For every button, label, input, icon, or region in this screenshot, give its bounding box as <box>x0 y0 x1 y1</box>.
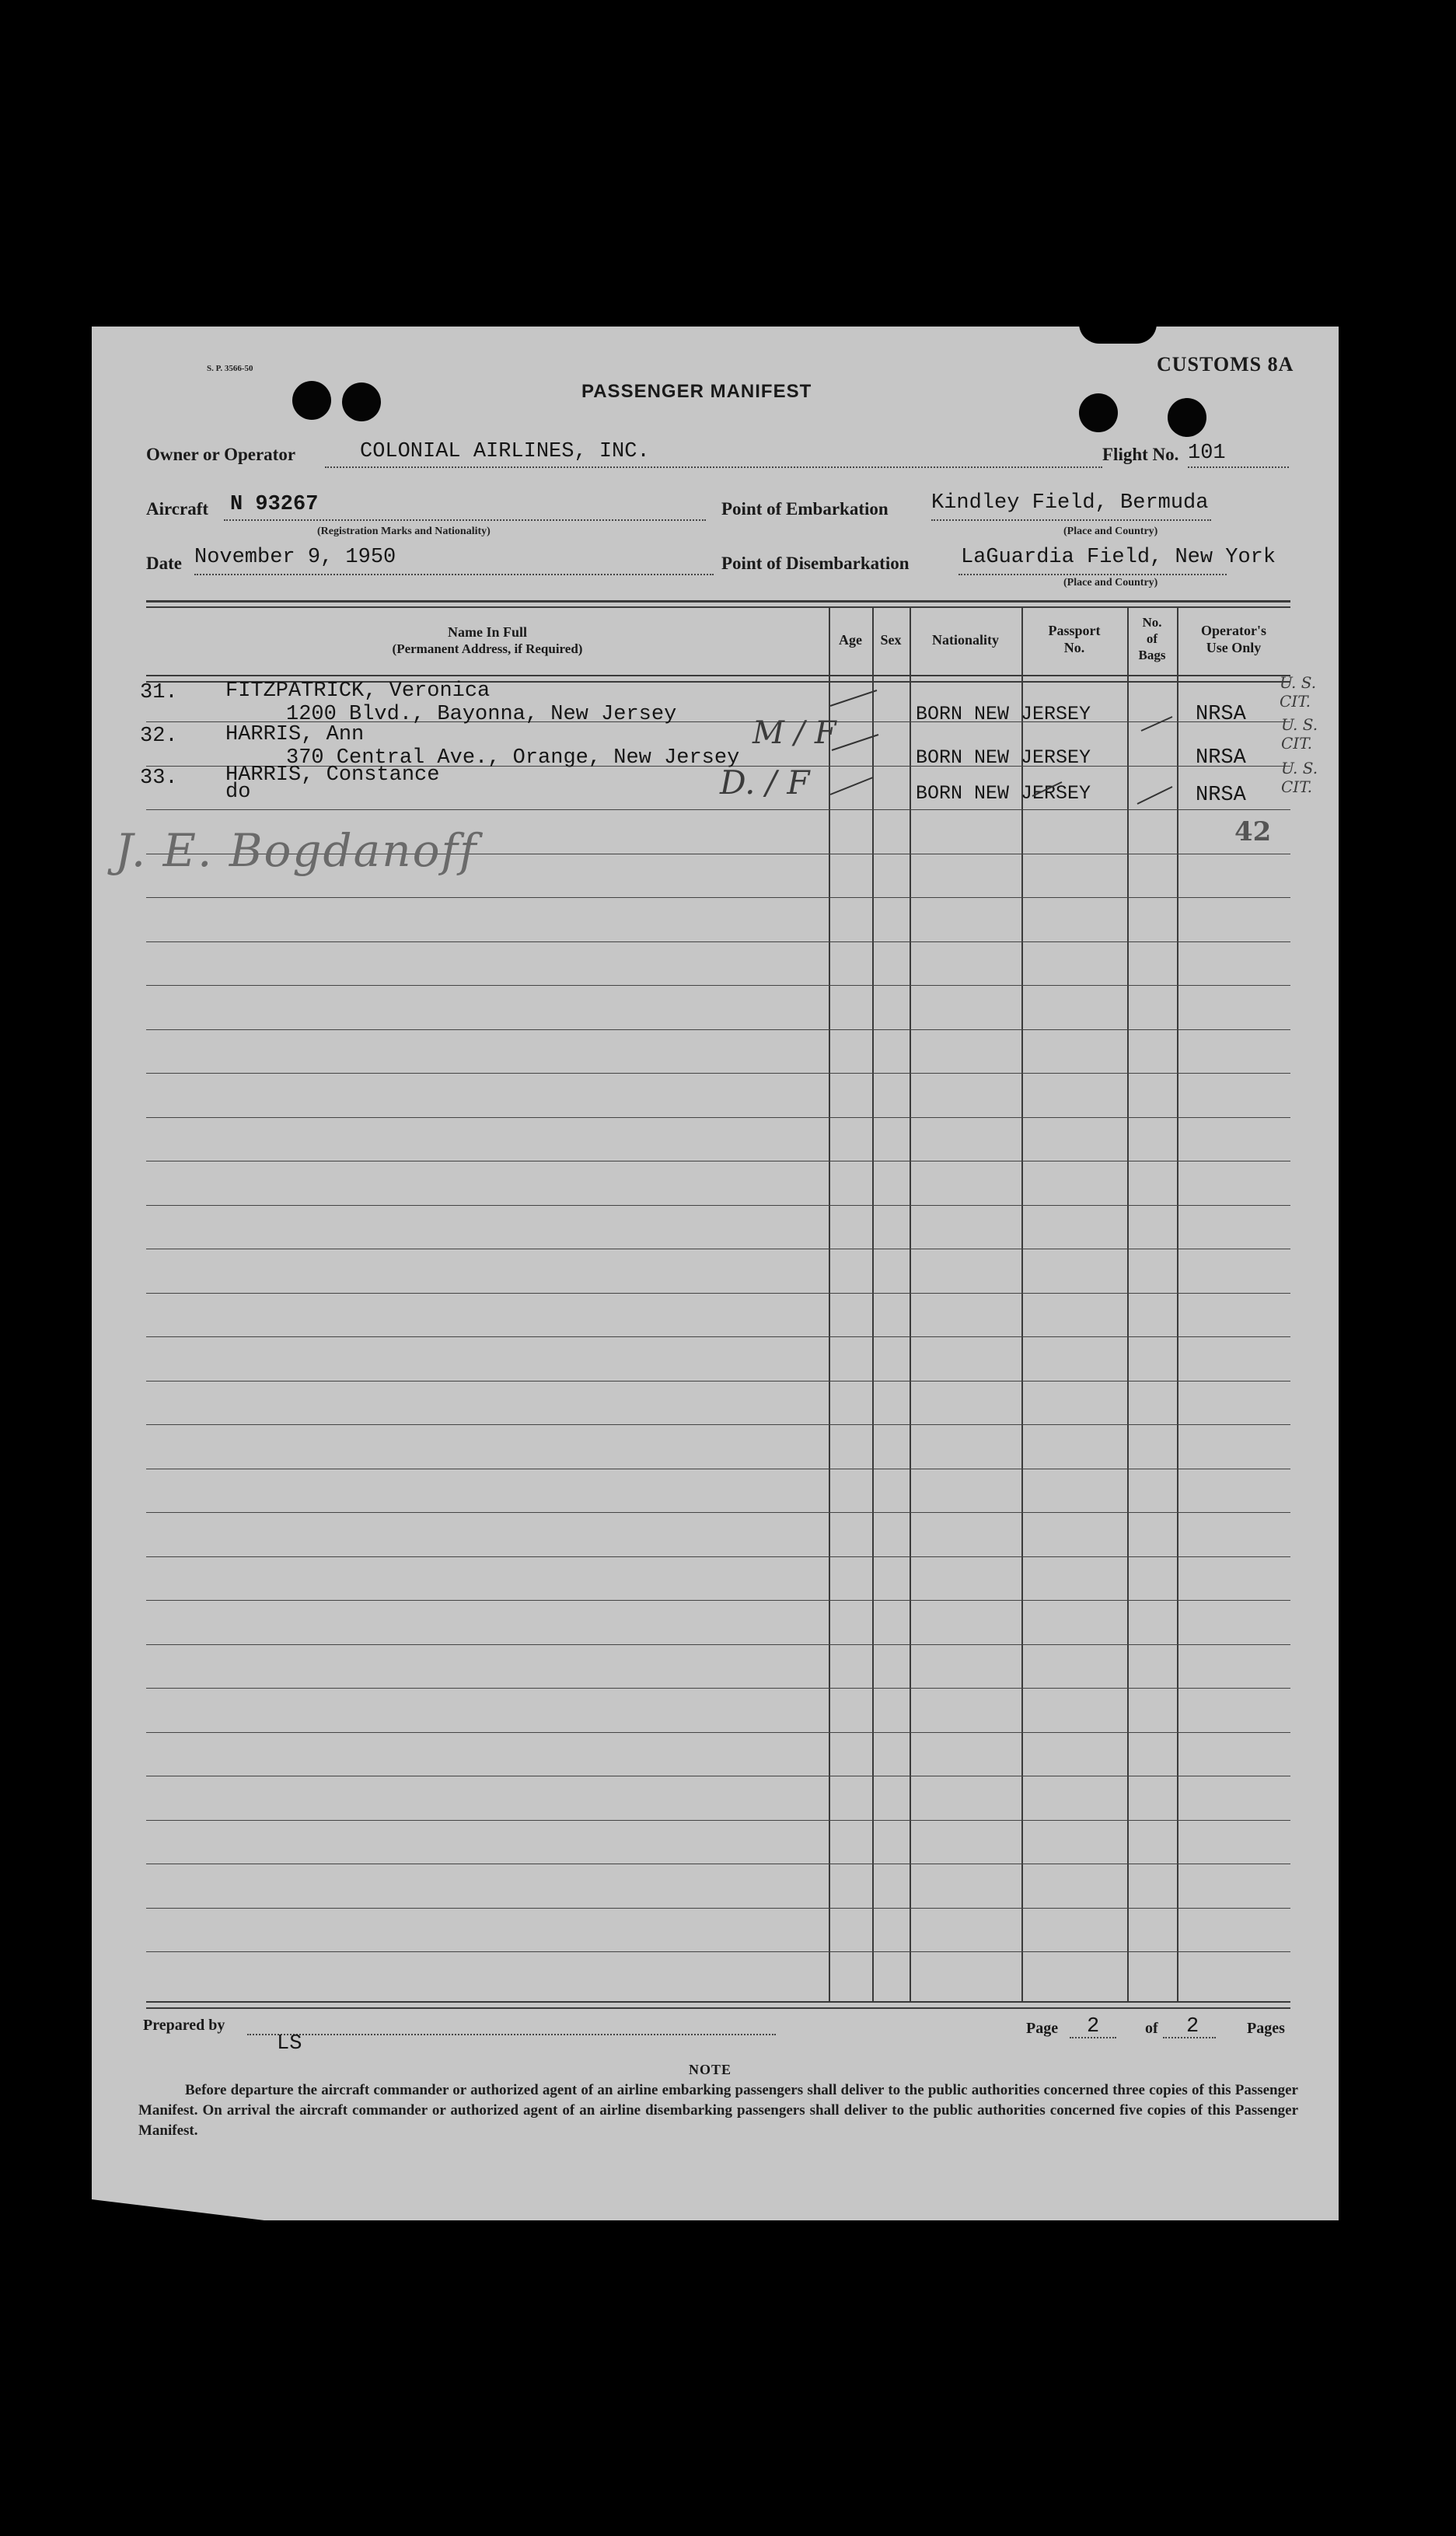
passenger-nationality: BORN NEW JERSEY <box>916 782 1091 805</box>
aircraft-sub: (Registration Marks and Nationality) <box>317 526 491 537</box>
handwritten-note: U. S. CIT. <box>1280 673 1317 711</box>
col-nationality: Nationality <box>931 632 999 648</box>
col-passport: Passport No. <box>1048 623 1101 655</box>
table-row-line <box>146 1688 1290 1689</box>
col-operator: Operator's Use Only <box>1201 623 1266 655</box>
operator-code: NRSA <box>1196 746 1246 770</box>
row-number: 33. <box>140 767 178 790</box>
manifest-sheet <box>92 327 1339 2220</box>
handwritten-note: U. S. CIT. <box>1281 759 1318 796</box>
operator-code: NRSA <box>1196 784 1246 807</box>
pages-label: Pages <box>1247 2020 1285 2037</box>
prepared-value: LS <box>277 2032 302 2056</box>
handwritten-mark: M / F <box>752 715 836 751</box>
table-row-line <box>146 941 1290 942</box>
row-number: 31. <box>140 681 178 704</box>
page-title: PASSENGER MANIFEST <box>581 381 812 402</box>
form-code: CUSTOMS 8A <box>1157 353 1294 376</box>
table-row-line <box>146 1293 1290 1294</box>
row-number: 32. <box>140 725 178 748</box>
table-row-line <box>146 1820 1290 1821</box>
table-row-line <box>146 1424 1290 1425</box>
table-row-line <box>146 1951 1290 1952</box>
table-row-line <box>146 1556 1290 1557</box>
disembark-label: Point of Disembarkation <box>721 554 910 573</box>
passenger-name: HARRIS, Constance <box>225 763 440 787</box>
operator-code: NRSA <box>1196 703 1246 726</box>
flight-value: 101 <box>1188 442 1226 465</box>
passenger-nationality: BORN NEW JERSEY <box>916 703 1091 725</box>
date-label: Date <box>146 554 182 573</box>
col-name: Name In Full (Permanent Address, if Required) <box>392 624 583 656</box>
flight-label: Flight No. <box>1102 445 1179 464</box>
prepared-label: Prepared by <box>143 2017 225 2034</box>
passenger-name: HARRIS, Ann <box>225 723 365 746</box>
disembark-sub: (Place and Country) <box>1063 577 1158 589</box>
table-row-line <box>146 1644 1290 1645</box>
table-row-line <box>146 1512 1290 1513</box>
owner-label: Owner or Operator <box>146 445 296 464</box>
passenger-nationality: BORN NEW JERSEY <box>916 746 1091 769</box>
passenger-name: FITZPATRICK, Veronica <box>225 679 491 703</box>
passenger-address: 1200 Blvd., Bayonna, New Jersey <box>286 703 677 726</box>
passenger-address: 370 Central Ave., Orange, New Jersey <box>286 746 740 770</box>
note-title: NOTE <box>689 2062 732 2077</box>
col-sex: Sex <box>880 632 902 648</box>
signature: J. E. Bogdanoff <box>115 824 478 877</box>
embark-label: Point of Embarkation <box>721 499 889 519</box>
handwritten-mark: D. / F <box>720 763 810 802</box>
table-row-line <box>146 1073 1290 1074</box>
of-label: of <box>1145 2020 1158 2037</box>
aircraft-value: N 93267 <box>230 493 319 516</box>
table-row-line <box>146 1908 1290 1909</box>
table-row-line <box>146 1029 1290 1030</box>
form-number: S. P. 3566-50 <box>207 364 253 373</box>
owner-value: COLONIAL AIRLINES, INC. <box>360 440 650 463</box>
table-row-line <box>146 1381 1290 1382</box>
embark-value: Kindley Field, Bermuda <box>931 491 1209 515</box>
table-row-line <box>146 1600 1290 1601</box>
table-row-line <box>146 1732 1290 1733</box>
table-row-line <box>146 897 1290 898</box>
col-age: Age <box>839 632 862 648</box>
handwritten-note: U. S. CIT. <box>1281 715 1318 753</box>
table-row-line <box>146 985 1290 986</box>
note-text: Before departure the aircraft commander or authorized agent of an airline embarking passengers shall deliver to the public authorities concerned three copies of this Passenger Manifest. On arrival the aircraft commander or authorized agent of an airline disembarking passengers shall deliver to the public authorities concerned five copies of this Passenger Manifest. <box>138 2082 1298 2139</box>
of-value: 2 <box>1186 2015 1199 2038</box>
passenger-count: 42 <box>1234 816 1272 847</box>
embark-sub: (Place and Country) <box>1063 526 1158 537</box>
passenger-address: do <box>225 781 251 804</box>
table-row-line <box>146 1205 1290 1206</box>
table-row-line <box>146 1336 1290 1337</box>
table-row-line <box>146 1117 1290 1118</box>
date-value: November 9, 1950 <box>194 546 396 569</box>
col-bags: No. of Bags <box>1138 615 1166 662</box>
page-label: Page <box>1026 2020 1059 2037</box>
aircraft-label: Aircraft <box>146 499 209 519</box>
page-value: 2 <box>1087 2015 1100 2038</box>
check-marks <box>92 327 1339 871</box>
disembark-value: LaGuardia Field, New York <box>961 546 1276 569</box>
